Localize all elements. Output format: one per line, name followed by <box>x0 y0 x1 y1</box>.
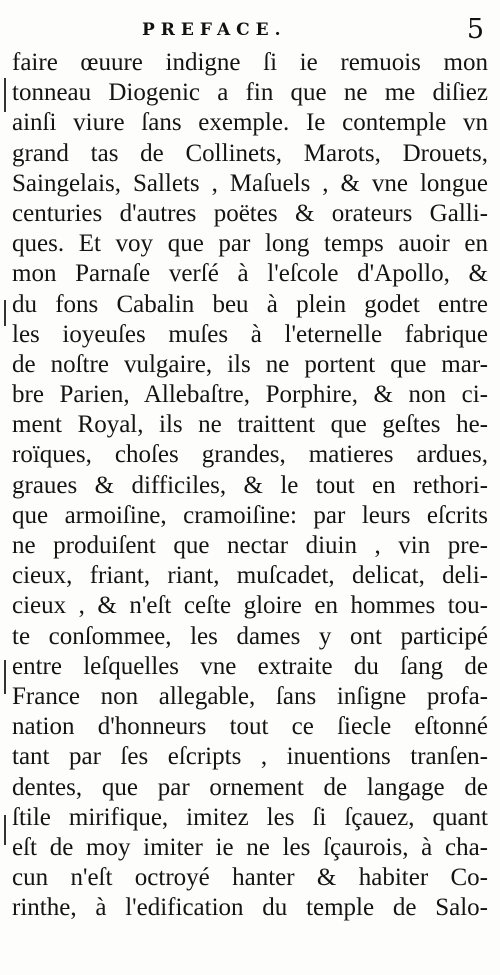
text-line: te conſommee, les dames y ont participé <box>12 622 488 650</box>
page-header <box>0 4 500 45</box>
text-line: eſt de moy imiter ie ne les ſçaurois, à cha- <box>12 833 488 861</box>
text-line: ainſi viure ſans exemple. Ie contemple vn <box>12 109 488 137</box>
margin-mark <box>4 300 6 326</box>
text-line: dentes, que par ornement de langage de <box>12 773 488 801</box>
text-line: mon Parnaſe verſé à l'eſcole d'Apollo, & <box>12 260 488 288</box>
text-line: graues & difficiles, & le tout en rethori- <box>12 471 488 499</box>
text-line: grand tas de Collinets, Marots, Drouets, <box>12 139 488 167</box>
text-line: centuries d'autres poëtes & orateurs Galli- <box>12 199 488 227</box>
text-line: ment Royal, ils ne traittent que geſtes he- <box>12 411 488 439</box>
text-line: cun n'eſt octroyé hanter & habiter Co- <box>12 864 488 892</box>
text-line: cieux, friant, riant, muſcadet, delicat, deli- <box>12 562 488 590</box>
text-line: cieux , & n'eſt ceſte gloire en hommes tou- <box>12 592 488 620</box>
text-line: Saingelais, Sallets , Maſuels , & vne longue <box>12 169 488 197</box>
text-line: rinthe, à l'edification du temple de Salo- <box>12 894 488 922</box>
text-line: les ioyeuſes muſes à l'eternelle fabrique <box>12 320 488 348</box>
text-line: entre leſquelles vne extraite du ſang de <box>12 652 488 680</box>
margin-mark <box>4 815 6 845</box>
text-line: bre Parien, Allebaſtre, Porphire, & non ci- <box>12 381 488 409</box>
text-line: nation d'honneurs tout ce ſiecle eſtonné <box>12 713 488 741</box>
text-line: roïques, choſes grandes, matieres ardues, <box>12 441 488 469</box>
text-line: tant par ſes eſcripts , inuentions tranſen- <box>12 743 488 771</box>
body-text <box>12 48 488 923</box>
text-line: ſtile mirifique, imitez les ſi ſçauez, quant <box>12 803 488 831</box>
text-line: ne produiſent que nectar diuin , vin pre- <box>12 532 488 559</box>
text-line: tonneau Diogenic a fin que ne me diſiez <box>12 79 488 107</box>
margin-mark <box>4 660 6 694</box>
running-head: PREFACE. <box>142 20 287 40</box>
text-line: du fons Cabalin beu à plein godet entre <box>12 290 488 318</box>
text-line: de noſtre vulgaire, ils ne portent que mar- <box>12 350 488 378</box>
text-line: ques. Et voy que par long temps auoir en <box>12 230 488 258</box>
text-line: que armoiſine, cramoiſine: par leurs eſcrits <box>12 501 488 529</box>
text-line: France non allegable, ſans inſigne profa- <box>12 682 488 710</box>
text-line: faire œuure indigne ſi ie remuois mon <box>12 49 488 76</box>
margin-mark <box>4 78 6 112</box>
page-number: 5 <box>466 14 484 45</box>
